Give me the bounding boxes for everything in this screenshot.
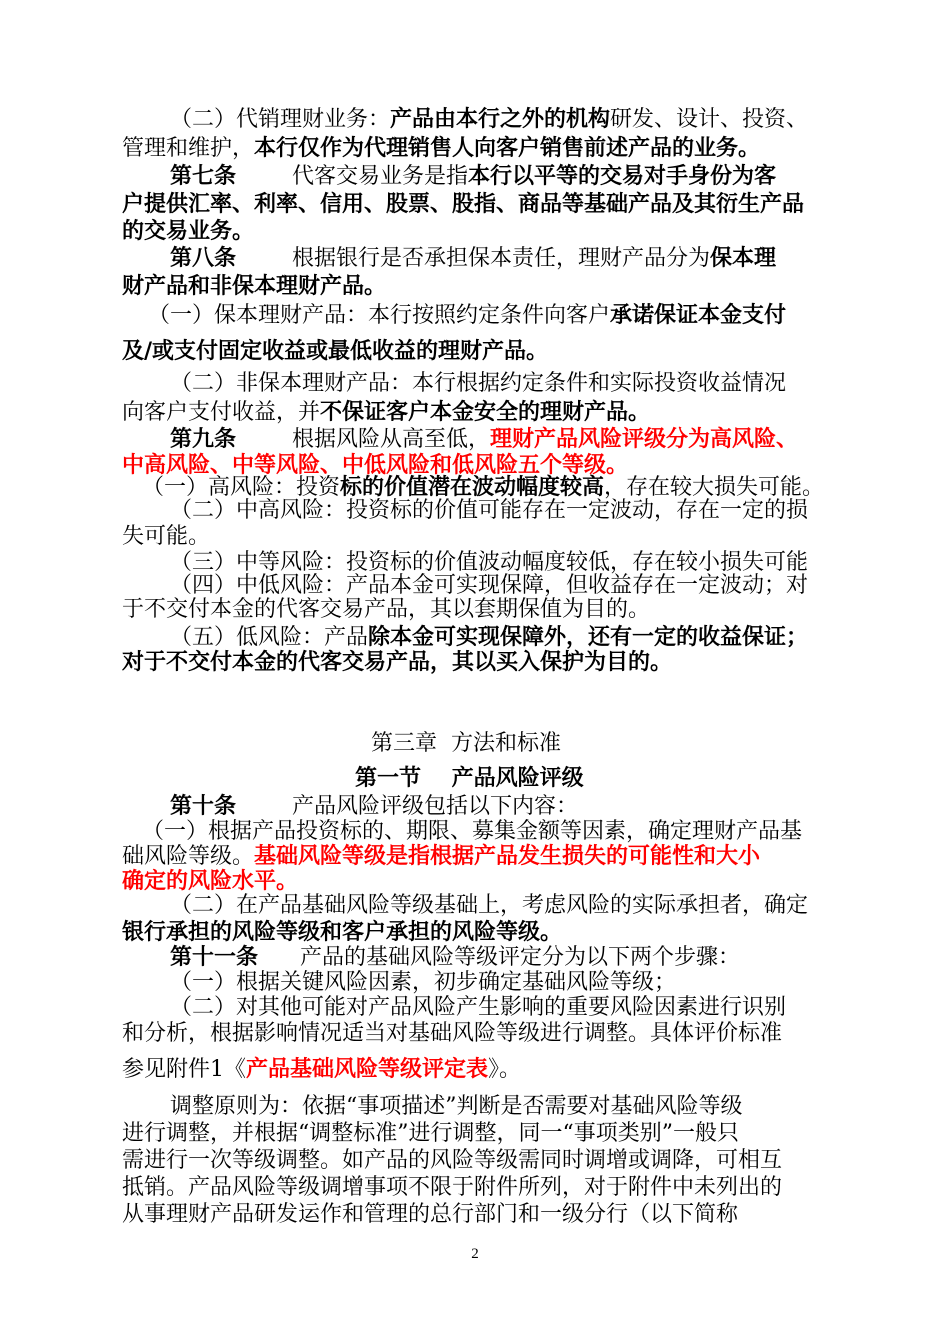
body-text: （二）对其他可能对产品风险产生影响的重要风险因素进行识别	[170, 995, 787, 1020]
emphasis-bold-text: 产品由本行之外的机构	[390, 106, 611, 132]
text-line	[0, 1119, 950, 1149]
body-text: （二）在产品基础风险等级基础上，考虑风险的实际承担者，确定	[170, 893, 809, 918]
emphasis-bold-text: 第十条	[170, 793, 237, 819]
emphasis-bold-text: 保本理	[709, 245, 776, 271]
emphasis-bold-text: 的交易业务。	[122, 218, 255, 244]
body-text: （一）保本理财产品：本行按照约定条件向客户	[148, 303, 611, 328]
emphasis-bold-text: 及/或支付固定收益或最低收益的理财产品。	[122, 338, 549, 364]
emphasis-bold-text: 第九条	[170, 426, 237, 452]
body-text: 产品的基础风险等级评定分为以下两个步骤：	[258, 945, 740, 970]
body-text: 从事理财产品研发运作和管理的总行部门和一级分行（以下简称	[122, 1202, 739, 1227]
body-text: 抵销。产品风险等级调增事项不限于附件所列，对于附件中未列出的	[122, 1175, 783, 1200]
emphasis-red-text: 确定的风险水平。	[122, 868, 299, 894]
body-text: 参见附件1《	[122, 1057, 246, 1082]
body-text: 失可能。	[122, 524, 211, 549]
text-line	[0, 369, 950, 399]
emphasis-red-text: 产品基础风险等级评定表	[246, 1056, 489, 1082]
text-line	[0, 243, 950, 274]
body-text: 础风险等级。	[122, 844, 255, 869]
body-text: 于不交付本金的代客交易产品，其以套期保值为目的。	[122, 597, 651, 622]
emphasis-bold-text: 本行仅作为代理销售人向客户销售前述产品的业务。	[254, 135, 761, 161]
emphasis-bold-text: 第七条	[170, 163, 237, 189]
body-text: （三）中等风险：投资标的价值波动幅度较低，存在较小损失可能	[170, 550, 809, 575]
emphasis-bold-text: 本行以平等的交易对手身份为客	[467, 163, 776, 189]
body-text: 第三章 方法和标准	[371, 731, 561, 756]
text-line	[0, 133, 950, 164]
body-text: 产品风险评级包括以下内容：	[236, 794, 578, 819]
body-text: （四）中低风险：产品本金可实现保障，但收益存在一定波动；对	[170, 573, 809, 598]
body-text: 需进行一次等级调整。如产品的风险等级需同时调增或调降，可相互	[122, 1148, 783, 1173]
emphasis-bold-text: 承诺保证本金支付	[610, 302, 787, 328]
body-text: 管理和维护，	[122, 136, 255, 161]
body-text: （一）根据关键风险因素，初步确定基础风险等级；	[170, 970, 677, 995]
body-text: （五）低风险：产品	[170, 625, 369, 650]
body-text: 根据风险从高至低，	[236, 427, 490, 452]
emphasis-red-text: 基础风险等级是指根据产品发生损失的可能性和大小	[254, 843, 761, 869]
emphasis-bold-text: 户提供汇率、利率、信用、股票、股指、商品等基础产品及其衍生产品	[122, 191, 805, 217]
text-line	[0, 1019, 950, 1049]
body-text: 调整原则为：依据“事项描述”判断是否需要对基础风险等级	[170, 1094, 743, 1119]
emphasis-bold-text: 第一节 产品风险评级	[355, 765, 584, 791]
text-line	[0, 595, 950, 625]
body-text: 向客户支付收益，并	[122, 400, 321, 425]
text-line	[0, 1146, 950, 1176]
text-line	[0, 729, 950, 759]
text-line	[0, 1200, 950, 1230]
body-text: （二）代销理财业务：	[170, 107, 391, 132]
body-text: 代客交易业务是指	[236, 164, 468, 189]
text-line	[0, 271, 950, 302]
body-text: （一）根据产品投资标的、期限、募集金额等因素，确定理财产品基	[142, 819, 803, 844]
emphasis-bold-text: 银行承担的风险等级和客户承担的风险等级。	[122, 919, 563, 945]
body-text: ，存在较大损失可能。	[604, 475, 825, 500]
text-line	[0, 336, 950, 367]
emphasis-red-text: 理财产品风险评级分为高风险、	[489, 426, 798, 452]
body-text: 和分析，根据影响情况适当对基础风险等级进行调整。具体评价标准	[122, 1021, 783, 1046]
page-number: 2	[471, 1246, 479, 1262]
text-line	[0, 1173, 950, 1203]
body-text: 进行调整，并根据“调整标准”进行调整，同一“事项类别”一般只	[122, 1121, 739, 1146]
emphasis-red-text: 中高风险、中等风险、中低风险和低风险五个等级。	[122, 452, 629, 478]
emphasis-bold-text: 不保证客户本金安全的理财产品。	[320, 399, 651, 425]
emphasis-bold-text: 标的价值潜在波动幅度较高	[340, 474, 605, 500]
body-text: （二）中高风险：投资标的价值可能存在一定波动，存在一定的损	[170, 498, 809, 523]
text-line	[0, 1092, 950, 1122]
text-line	[0, 104, 950, 135]
text-line	[0, 763, 950, 794]
emphasis-bold-text: 第八条	[170, 245, 237, 271]
emphasis-bold-text: 财产品和非保本理财产品。	[122, 273, 387, 299]
text-line	[0, 647, 950, 678]
text-line	[0, 1054, 950, 1085]
text-line	[0, 300, 950, 331]
body-text: 》。	[488, 1057, 522, 1082]
body-text: 研发、设计、投资、	[610, 107, 809, 132]
emphasis-bold-text: 除本金可实现保障外，还有一定的收益保证；	[368, 624, 809, 650]
body-text: （二）非保本理财产品：本行根据约定条件和实际投资收益情况	[170, 371, 787, 396]
emphasis-bold-text: 第十一条	[170, 944, 259, 970]
body-text: 根据银行是否承担保本责任，理财产品分为	[236, 246, 710, 271]
body-text: （一）高风险：投资	[142, 475, 341, 500]
emphasis-bold-text: 对于不交付本金的代客交易产品，其以买入保护为目的。	[122, 649, 673, 675]
text-line	[0, 161, 950, 192]
